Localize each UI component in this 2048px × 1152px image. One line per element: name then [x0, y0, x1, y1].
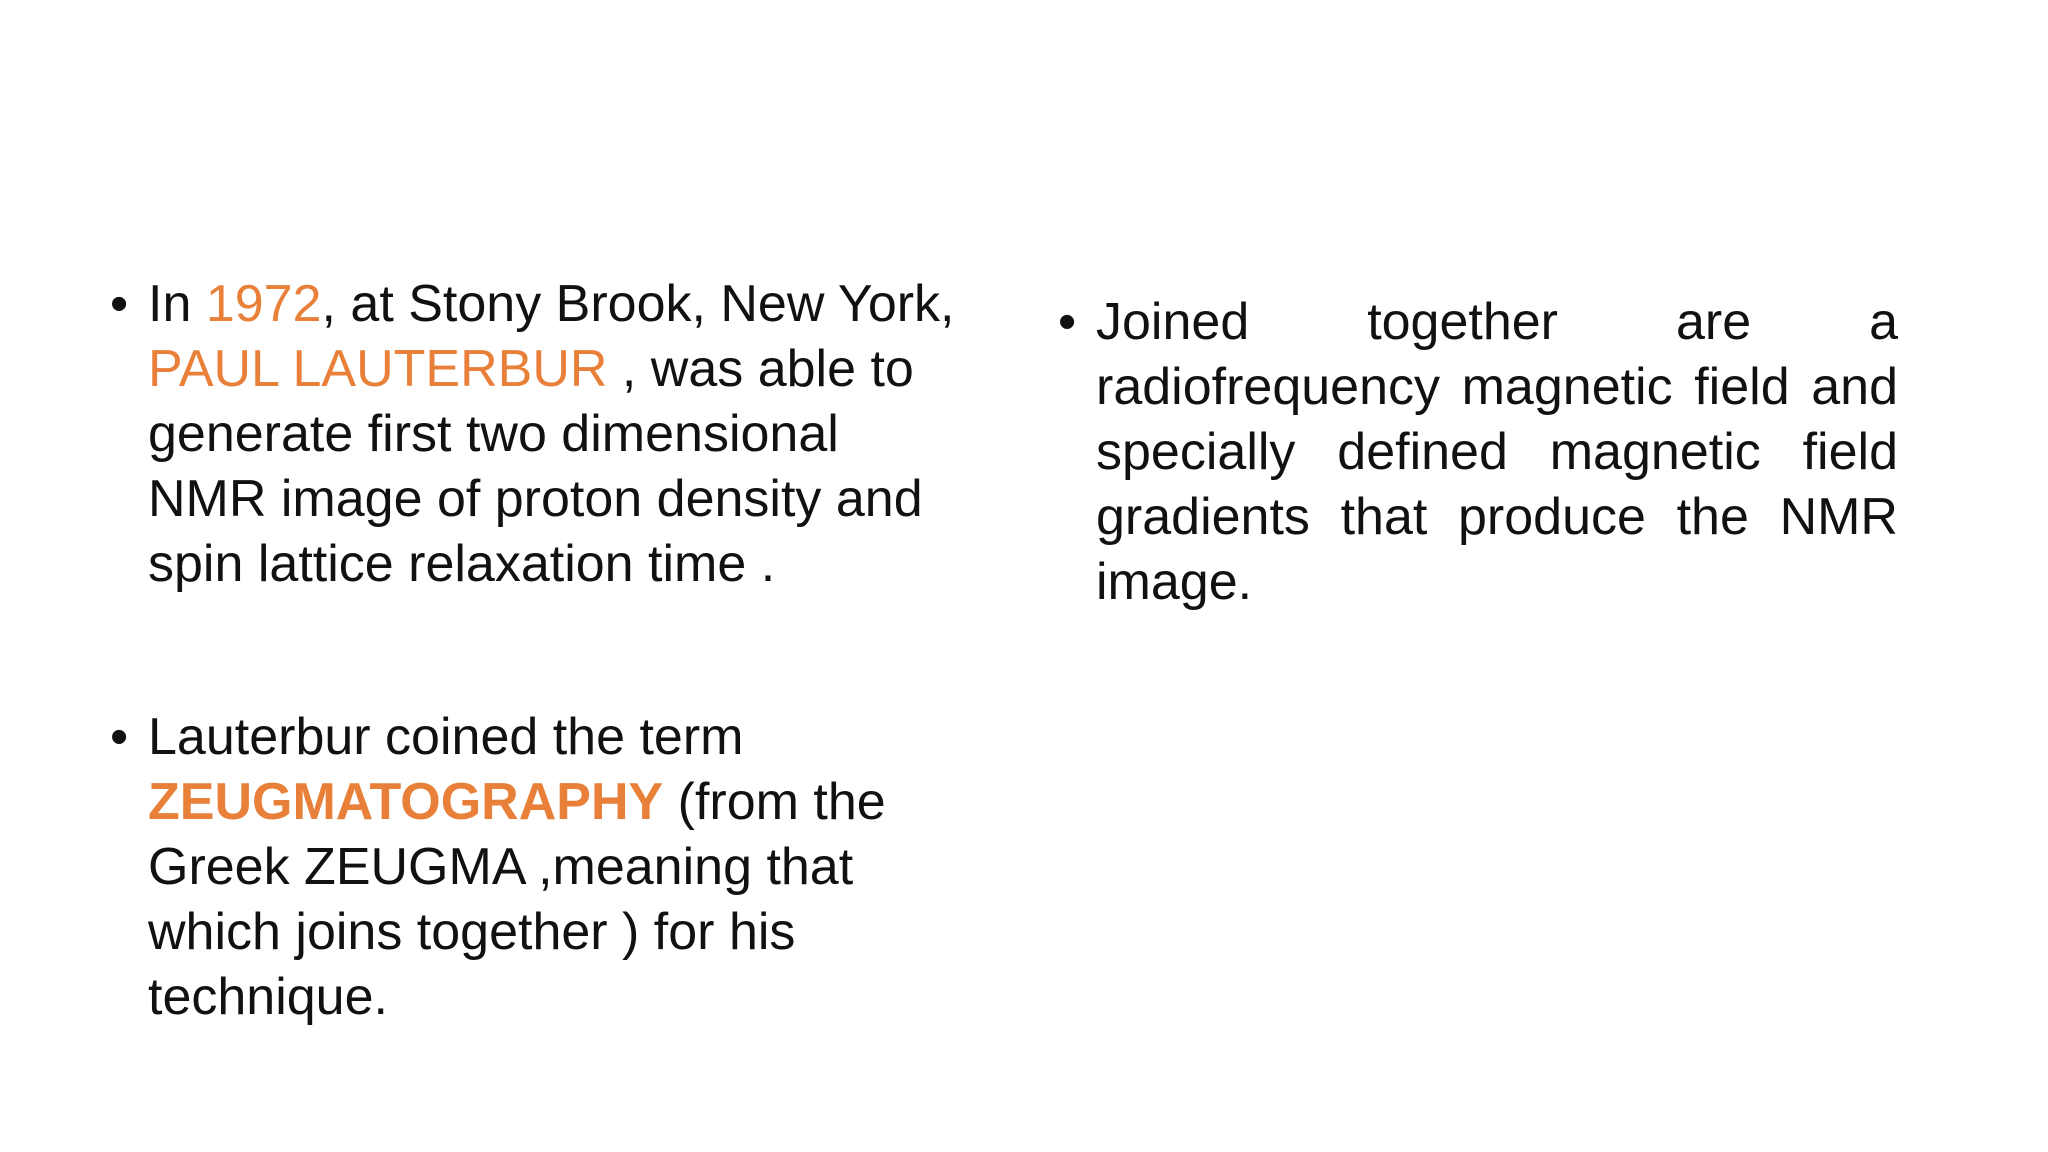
- bullet1-line4: NMR image of proton density and: [148, 470, 923, 528]
- bullet1-line3: generate first two dimensional: [148, 405, 839, 463]
- bullet-lauterbur-1972: [110, 272, 1010, 597]
- bullet2-line3: Greek ZEUGMA ,meaning that: [148, 838, 854, 896]
- year-highlight: 1972: [205, 275, 322, 333]
- bullet2-line4: which joins together ) for his: [148, 903, 796, 961]
- right-column: [1058, 290, 1898, 615]
- term-highlight: ZEUGMATOGRAPHY: [148, 773, 664, 831]
- bullet1-line1: • In 1972, at Stony Brook, New York,: [148, 275, 955, 333]
- bullet-joined-together: • Joined together are a radiofrequency magnetic field and specially defined magnetic field gradients that produce the NMR image.: [1058, 290, 1898, 615]
- bullet2-line1: • Lauterbur coined the term: [148, 708, 744, 766]
- left-column: [110, 272, 1010, 1030]
- bullet2-line2: ZEUGMATOGRAPHY (from the: [148, 773, 886, 831]
- bullet1-line2: PAUL LAUTERBUR , was able to: [148, 340, 914, 398]
- bullet1-line5: spin lattice relaxation time .: [148, 535, 776, 593]
- bullet-zeugmatography: [110, 705, 1010, 1030]
- name-highlight: PAUL LAUTERBUR: [148, 340, 608, 398]
- bullet2-line5: technique.: [148, 968, 388, 1026]
